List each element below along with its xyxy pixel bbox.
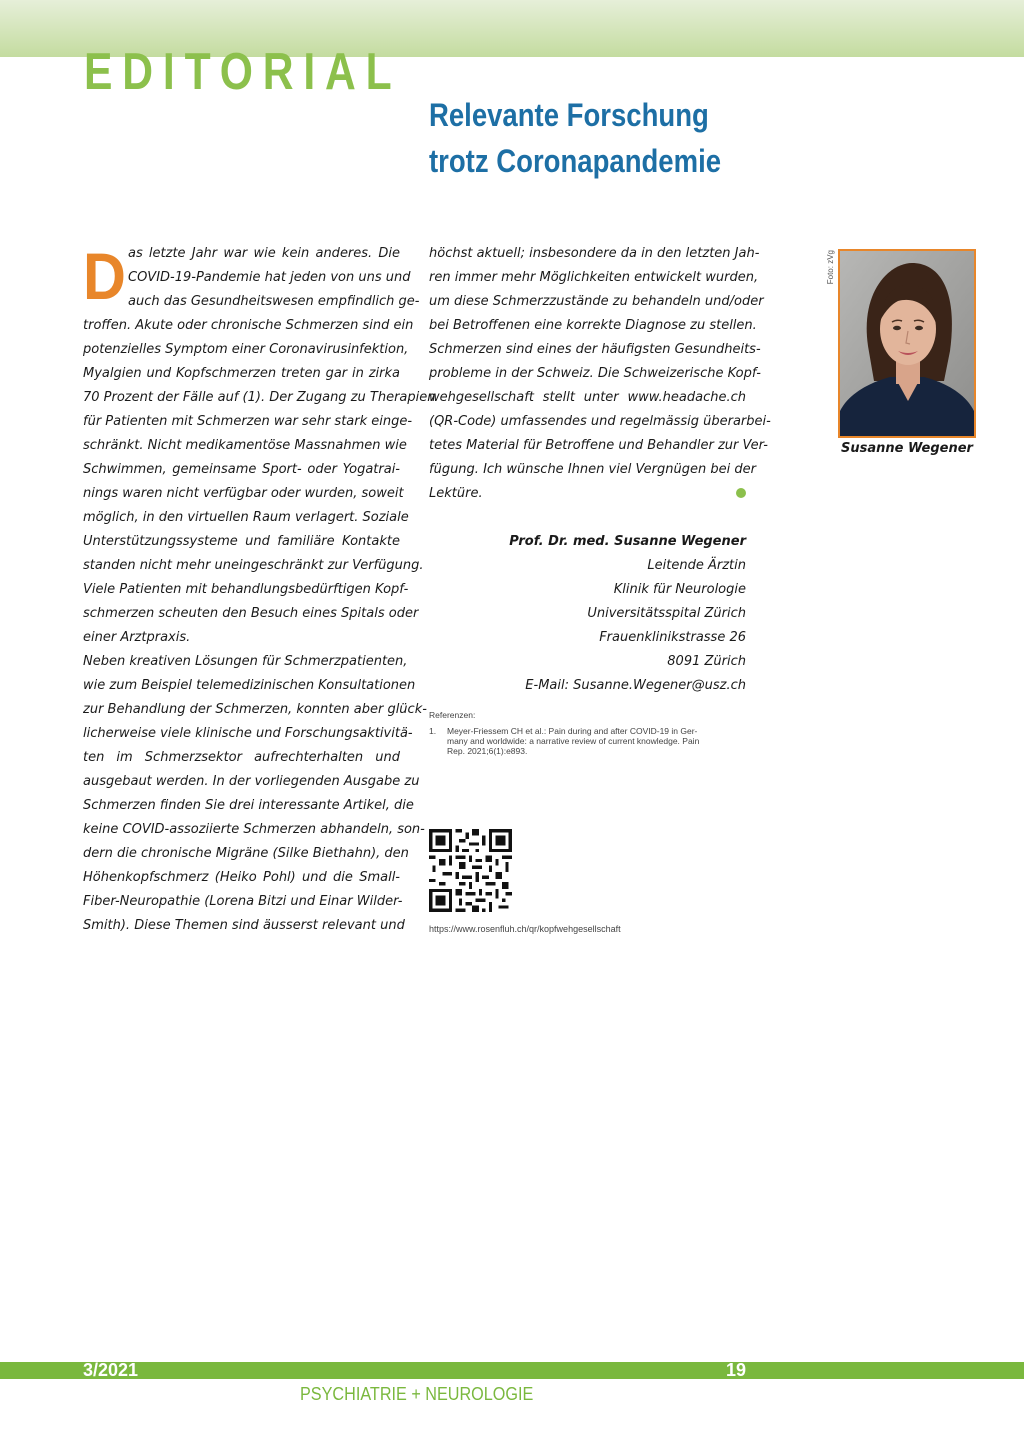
reference-line: Rep. 2021;6(1):e893. xyxy=(447,746,528,756)
text-line: möglich, in den virtuellen Raum verlagert. Soziale xyxy=(83,510,409,525)
issue-number: 3/2021 xyxy=(83,1360,139,1380)
text-line: dern die chronische Migräne (Silke Biethahn), den xyxy=(83,846,409,861)
text-line: Unterstützungssysteme und familiäre Kontakte xyxy=(83,534,400,549)
text-line: licherweise viele klinische und Forschungsaktivitä- xyxy=(83,726,413,741)
article-title-line: Relevante Forschung xyxy=(429,97,709,133)
author-email: E-Mail: Susanne.Wegener@usz.ch xyxy=(525,678,746,693)
text-line: zur Behandlung der Schmerzen, konnten aber glück- xyxy=(83,702,427,717)
author-detail: 8091 Zürich xyxy=(667,654,746,669)
text-line: um diese Schmerzzustände zu behandeln und/oder xyxy=(429,294,764,309)
text-line: keine COVID-assoziierte Schmerzen abhandeln, son- xyxy=(83,822,425,837)
end-of-article-dot xyxy=(736,488,746,498)
text-line: fügung. Ich wünsche Ihnen viel Vergnügen bei der xyxy=(429,462,756,477)
article-title-line: trotz Coronapandemie xyxy=(429,143,722,179)
author-portrait xyxy=(838,249,976,438)
text-line: schmerzen scheuten den Besuch eines Spitals oder xyxy=(83,606,419,621)
text-line: Schmerzen sind eines der häufigsten Gesundheits- xyxy=(429,342,761,357)
drop-cap: D xyxy=(83,239,126,313)
photo-caption: Susanne Wegener xyxy=(841,441,973,456)
text-line: Höhenkopfschmerz (Heiko Pohl) und die Small- xyxy=(83,870,400,885)
author-signature xyxy=(429,530,746,698)
text-line: as letzte Jahr war wie kein anderes. Die xyxy=(128,246,400,261)
article-column-right xyxy=(429,242,771,506)
author-detail: Klinik für Neurologie xyxy=(613,582,746,597)
text-line: 70 Prozent der Fälle auf (1). Der Zugang zu Therapien xyxy=(83,390,436,405)
text-line: ten im Schmerzsektor aufrechterhalten und xyxy=(83,750,400,765)
text-line: ausgebaut werden. In der vorliegenden Ausgabe zu xyxy=(83,774,420,789)
text-line: Viele Patienten mit behandlungsbedürftigen Kopf- xyxy=(83,582,409,597)
author-name: Prof. Dr. med. Susanne Wegener xyxy=(509,534,746,549)
text-line: ren immer mehr Möglichkeiten entwickelt wurden, xyxy=(429,270,759,285)
text-line: Neben kreativen Lösungen für Schmerzpatienten, xyxy=(83,654,408,669)
text-line: Myalgien und Kopfschmerzen treten gar in zirka xyxy=(83,366,400,381)
text-line: (QR-Code) umfassendes und regelmässig überarbei- xyxy=(429,414,771,429)
text-line: für Patienten mit Schmerzen war sehr stark einge- xyxy=(83,414,413,429)
footer-bar xyxy=(0,1362,1024,1379)
text-line: Lektüre. xyxy=(429,486,483,501)
text-line: wehgesellschaft stellt unter www.headache.ch xyxy=(429,390,746,405)
text-line: tetes Material für Betroffene und Behandler zur Ver- xyxy=(429,438,768,453)
reference-number: 1. xyxy=(429,726,437,736)
text-line: COVID-19-Pandemie hat jeden von uns und xyxy=(128,270,411,285)
text-line: standen nicht mehr uneingeschränkt zur Verfügung. xyxy=(83,558,424,573)
text-line: schränkt. Nicht medikamentöse Massnahmen wie xyxy=(83,438,407,453)
text-line: Schwimmen, gemeinsame Sport- oder Yogatrai- xyxy=(83,462,400,477)
text-line: Fiber-Neuropathie (Lorena Bitzi und Einar Wilder- xyxy=(83,894,403,909)
text-line: auch das Gesundheitswesen empfindlich ge- xyxy=(128,294,420,309)
reference-line: Meyer-Friessem CH et al.: Pain during and after COVID-19 in Ger- xyxy=(447,726,698,736)
text-line: probleme in der Schweiz. Die Schweizerische Kopf- xyxy=(429,366,761,381)
text-line: wie zum Beispiel telemedizinischen Konsultationen xyxy=(83,678,416,693)
text-line: troffen. Akute oder chronische Schmerzen sind ein xyxy=(83,318,414,333)
page-number: 19 xyxy=(725,1360,746,1380)
author-detail: Universitätsspital Zürich xyxy=(587,606,746,621)
section-label: EDITORIAL xyxy=(84,43,402,101)
reference-item xyxy=(429,726,746,756)
author-detail: Leitende Ärztin xyxy=(647,558,746,573)
qr-url[interactable]: https://www.rosenfluh.ch/qr/kopfwehgesellschaft xyxy=(429,924,621,934)
portrait-illustration xyxy=(840,251,974,436)
article-title xyxy=(429,92,790,184)
text-line: höchst aktuell; insbesondere da in den letzten Jah- xyxy=(429,246,760,261)
references-heading: Referenzen: xyxy=(429,710,476,720)
qr-code[interactable] xyxy=(429,829,512,912)
text-line: einer Arztpraxis. xyxy=(83,630,191,645)
text-line: potenzielles Symptom einer Coronavirusinfektion, xyxy=(83,342,409,357)
article-column-left xyxy=(83,239,436,938)
text-line: Smith). Diese Themen sind äusserst relevant und xyxy=(83,918,405,933)
text-line: bei Betroffenen eine korrekte Diagnose zu stellen. xyxy=(429,318,757,333)
journal-name: PSYCHIATRIE + NEUROLOGIE xyxy=(300,1384,534,1404)
text-line: Schmerzen finden Sie drei interessante Artikel, die xyxy=(83,798,414,813)
text-line: nings waren nicht verfügbar oder wurden, soweit xyxy=(83,486,404,501)
author-detail: Frauenklinikstrasse 26 xyxy=(599,630,746,645)
reference-text xyxy=(447,726,699,756)
references xyxy=(429,710,746,756)
reference-line: many and worldwide: a narrative review of current knowledge. Pain xyxy=(447,736,700,746)
photo-credit: Foto: zVg xyxy=(826,250,835,285)
